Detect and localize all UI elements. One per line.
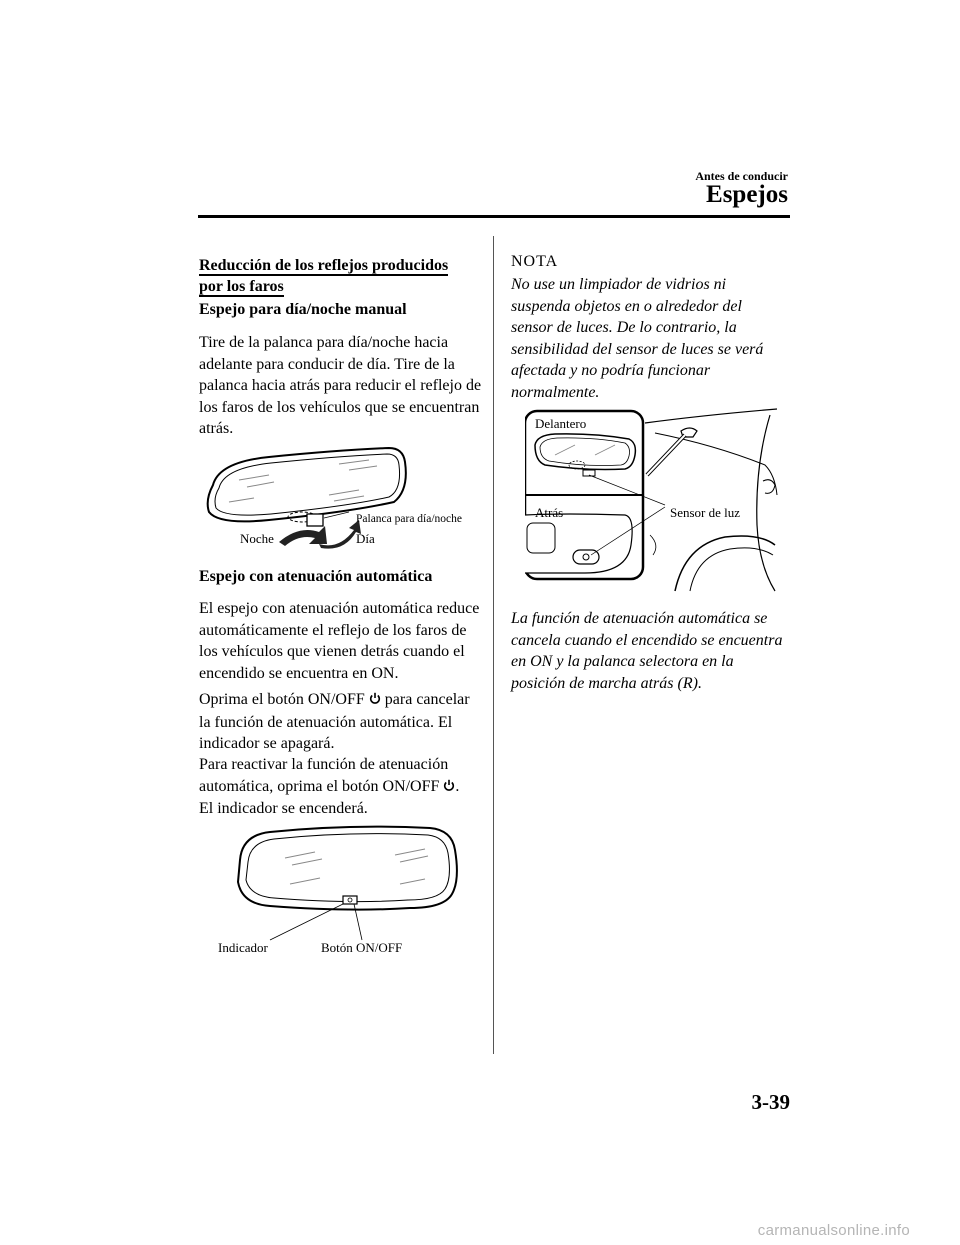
manual-mirror-text: Tire de la palanca para día/noche hacia adelante para conducir de día. Tire de la palanca hacia atrás para reducir el reflejo de los faros de los vehículos que se encuentran atrás. (199, 334, 482, 437)
column-divider (493, 236, 494, 1054)
auto-mirror-reactivate-text (199, 754, 484, 820)
reactivate-text-start: Para reactivar la función de atenuación automática, oprima el botón ON/OFF (199, 756, 449, 795)
reactivate-text-end: . (455, 777, 460, 795)
section-heading-line2: por los faros (199, 278, 284, 295)
auto-mirror-figure (230, 820, 470, 960)
rear-label: Atrás (535, 505, 564, 520)
auto-mirror-title: Espejo con atenuación automática (199, 568, 433, 585)
page-number: 3-39 (751, 1090, 790, 1114)
cancel-text-start: Oprima el botón ON/OFF (199, 691, 365, 708)
day-label: Día (356, 531, 375, 546)
manual-mirror-title: Espejo para día/noche manual (199, 301, 407, 318)
sensor-label: Sensor de luz (670, 505, 741, 520)
note-text: No use un limpiador de vidrios ni suspenda objetos en o alrededor del sensor de luces. De lo contrario, la sensibilidad del sensor de luces se verá afectada y no podría funcionar normalmente. (511, 276, 764, 401)
onoff-button-label: Botón ON/OFF (321, 940, 403, 955)
lever-label: Palanca para día/noche (356, 513, 462, 525)
header-divider (198, 215, 790, 218)
light-sensor-figure (525, 405, 780, 595)
section-heading (199, 255, 489, 297)
cancel-text-end: para cancelar la función de atenuación automática. El indicador se apagará. (199, 691, 470, 752)
auto-mirror-cancel-text (199, 689, 484, 755)
night-label: Noche (240, 531, 274, 546)
power-icon (443, 777, 455, 799)
indicator-label: Indicador (218, 940, 268, 955)
watermark: carmanualsonline.info (757, 1222, 910, 1239)
page-title: Espejos (706, 181, 788, 208)
indicator-on-text: El indicador se encenderá. (199, 800, 368, 817)
power-icon (369, 690, 381, 712)
auto-mirror-illustration (230, 820, 470, 960)
section-heading-line1: Reducción de los reflejos producidos (199, 257, 449, 274)
auto-mirror-text: El espejo con atenuación automática reduce automáticamente el reflejo de los faros de los vehículos que vienen detrás cuando el encendido se encuentra en ON. (199, 600, 480, 682)
note-label: NOTA (511, 253, 559, 270)
reverse-note-text: La función de atenuación automática se cancela cuando el encendido se encuentra en ON y la palanca selectora en la posición de marcha atrás (R). (511, 610, 783, 692)
light-sensor-illustration (525, 405, 780, 595)
front-label: Delantero (535, 416, 587, 431)
section-label: Antes de conducir (695, 169, 788, 183)
